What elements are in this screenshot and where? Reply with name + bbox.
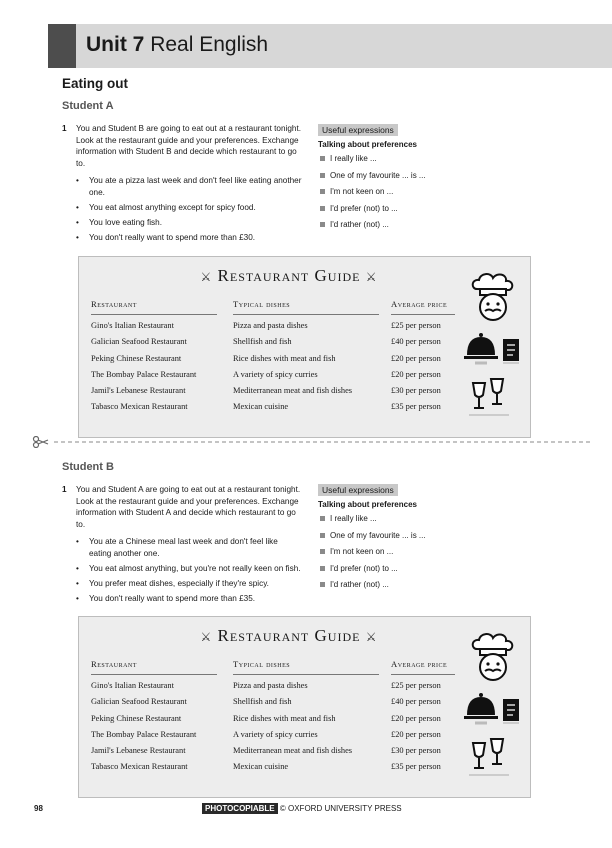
table-cell: £30 per person: [391, 386, 441, 396]
useful-subtitle: Talking about preferences: [318, 500, 417, 509]
copyright-line: [202, 804, 402, 813]
table-cell: £40 per person: [391, 697, 441, 707]
chef-icon: [473, 274, 513, 320]
table-cell: Gino's Italian Restaurant: [91, 321, 174, 330]
useful-expressions-b: [318, 484, 528, 597]
expression-item: I really like ...: [318, 514, 528, 531]
dishes-column: [233, 299, 379, 419]
list-item: • You eat almost anything, but you're not really keen on fish.: [76, 563, 302, 575]
restaurant-header: Restaurant: [91, 299, 217, 315]
table-cell: The Bombay Palace Restaurant: [91, 729, 197, 739]
header-tab: [48, 24, 76, 68]
table-cell: Pizza and pasta dishes: [233, 321, 308, 330]
table-cell: £20 per person: [391, 369, 441, 379]
table-cell: The Bombay Palace Restaurant: [91, 369, 197, 379]
price-column: [391, 299, 455, 419]
table-cell: Mexican cuisine: [233, 762, 289, 772]
menu-icon: [503, 699, 519, 723]
useful-subtitle: Talking about preferences: [318, 140, 417, 149]
table-cell: £35 per person: [391, 762, 441, 772]
wine-glasses-icon: [469, 379, 509, 415]
table-cell: Jamil's Lebanese Restaurant: [91, 386, 186, 396]
restaurant-column: [91, 299, 217, 419]
table-cell: Rice dishes with meat and fish: [233, 353, 336, 363]
table-cell: Tabasco Mexican Restaurant: [91, 762, 188, 772]
list-item: • You prefer meat dishes, especially if they're spicy.: [76, 578, 302, 590]
table-cell: Galician Seafood Restaurant: [91, 697, 187, 707]
expression-item: One of my favourite ... is ...: [318, 531, 528, 548]
unit-subtitle: Real English: [150, 33, 269, 56]
table-cell: Shellfish and fish: [233, 697, 292, 707]
table-cell: A variety of spicy curries: [233, 729, 318, 739]
table-cell: Mexican cuisine: [233, 402, 289, 412]
guide-title-text: Restaurant Guide: [217, 266, 361, 285]
dishes-column: [233, 659, 379, 779]
student-a-task: [62, 123, 302, 247]
expression-item: I'd rather (not) ...: [318, 580, 528, 597]
table-cell: £20 per person: [391, 713, 441, 723]
photocopiable-badge: PHOTOCOPIABLE: [202, 803, 278, 814]
cutlery-icon: ⚔: [365, 630, 378, 644]
copyright-text: © OXFORD UNIVERSITY PRESS: [279, 804, 402, 813]
expression-item: I'd prefer (not) to ...: [318, 564, 528, 581]
restaurant-column: [91, 659, 217, 779]
unit-title: [86, 33, 268, 57]
cloche-icon: [464, 693, 498, 723]
restaurant-header: Restaurant: [91, 659, 217, 675]
expression-item: I really like ...: [318, 154, 528, 171]
list-item: • You ate a pizza last week and don't feel like eating another one.: [76, 175, 302, 198]
price-column: [391, 659, 455, 779]
table-cell: Mediterranean meat and fish dishes: [233, 386, 353, 396]
unit-header: [48, 24, 612, 68]
list-item: • You eat almost anything except for spicy food.: [76, 202, 302, 214]
task-number: 1: [62, 485, 67, 494]
cutlery-icon: ⚔: [200, 270, 213, 284]
restaurant-guide-b: [78, 616, 531, 798]
expression-item: I'd rather (not) ...: [318, 220, 528, 237]
table-cell: £30 per person: [391, 746, 441, 756]
section-title: Eating out: [62, 76, 128, 91]
list-item: • You love eating fish.: [76, 217, 302, 229]
student-b-heading: Student B: [62, 461, 114, 473]
guide-title-text: Restaurant Guide: [217, 626, 361, 645]
chef-icon: [473, 634, 513, 680]
table-cell: £25 per person: [391, 681, 441, 690]
table-cell: Galician Seafood Restaurant: [91, 337, 187, 347]
table-cell: Pizza and pasta dishes: [233, 681, 308, 690]
table-cell: Peking Chinese Restaurant: [91, 713, 182, 723]
table-cell: Jamil's Lebanese Restaurant: [91, 746, 186, 756]
list-item: • You ate a Chinese meal last week and don't feel like eating another one.: [76, 536, 302, 559]
scissors-icon: [34, 437, 49, 448]
table-cell: A variety of spicy curries: [233, 369, 318, 379]
task-number: 1: [62, 124, 67, 133]
table-cell: Mediterranean meat and fish dishes: [233, 746, 353, 756]
menu-icon: [503, 339, 519, 363]
list-item: • You don't really want to spend more than £30.: [76, 232, 302, 244]
wine-glasses-icon: [469, 739, 509, 775]
table-cell: £35 per person: [391, 402, 441, 412]
useful-tag: Useful expressions: [318, 484, 398, 496]
useful-expressions-a: [318, 124, 528, 237]
table-cell: £40 per person: [391, 337, 441, 347]
table-cell: £20 per person: [391, 729, 441, 739]
restaurant-illustrations: [463, 631, 523, 781]
table-cell: Shellfish and fish: [233, 337, 292, 347]
guide-title: [79, 626, 499, 646]
list-item: • You don't really want to spend more than £35.: [76, 593, 302, 605]
preference-list: [62, 175, 302, 243]
useful-tag: Useful expressions: [318, 124, 398, 136]
student-b-task: [62, 484, 302, 608]
unit-number: Unit 7: [86, 33, 145, 56]
table-cell: Gino's Italian Restaurant: [91, 681, 174, 690]
table-cell: £20 per person: [391, 353, 441, 363]
expression-item: One of my favourite ... is ...: [318, 171, 528, 188]
expression-item: I'd prefer (not) to ...: [318, 204, 528, 221]
cutlery-icon: ⚔: [200, 630, 213, 644]
guide-title: [79, 266, 499, 286]
table-cell: £25 per person: [391, 321, 441, 330]
restaurant-guide-a: [78, 256, 531, 438]
cloche-icon: [464, 333, 498, 363]
price-header: Average price: [391, 299, 455, 315]
task-text: You and Student B are going to eat out at a restaurant tonight. Look at the restaurant guide and your preferences. Exchange information with Student B and decide which restaurant to go to.: [76, 124, 302, 168]
task-text: You and Student A are going to eat out at a restaurant tonight. Look at the restaurant guide and your preferences. Exchange information with Student A and decide which restaurant to go to.: [76, 485, 301, 529]
dishes-header: Typical dishes: [233, 299, 379, 315]
cutlery-icon: ⚔: [365, 270, 378, 284]
table-cell: Tabasco Mexican Restaurant: [91, 402, 188, 412]
expression-item: I'm not keen on ...: [318, 547, 528, 564]
table-cell: Peking Chinese Restaurant: [91, 353, 182, 363]
cut-line: [32, 436, 592, 448]
dishes-header: Typical dishes: [233, 659, 379, 675]
student-a-heading: Student A: [62, 100, 114, 112]
table-cell: Rice dishes with meat and fish: [233, 713, 336, 723]
expression-item: I'm not keen on ...: [318, 187, 528, 204]
price-header: Average price: [391, 659, 455, 675]
restaurant-illustrations: [463, 271, 523, 421]
preference-list: [62, 536, 302, 604]
page-number: 98: [34, 804, 43, 813]
